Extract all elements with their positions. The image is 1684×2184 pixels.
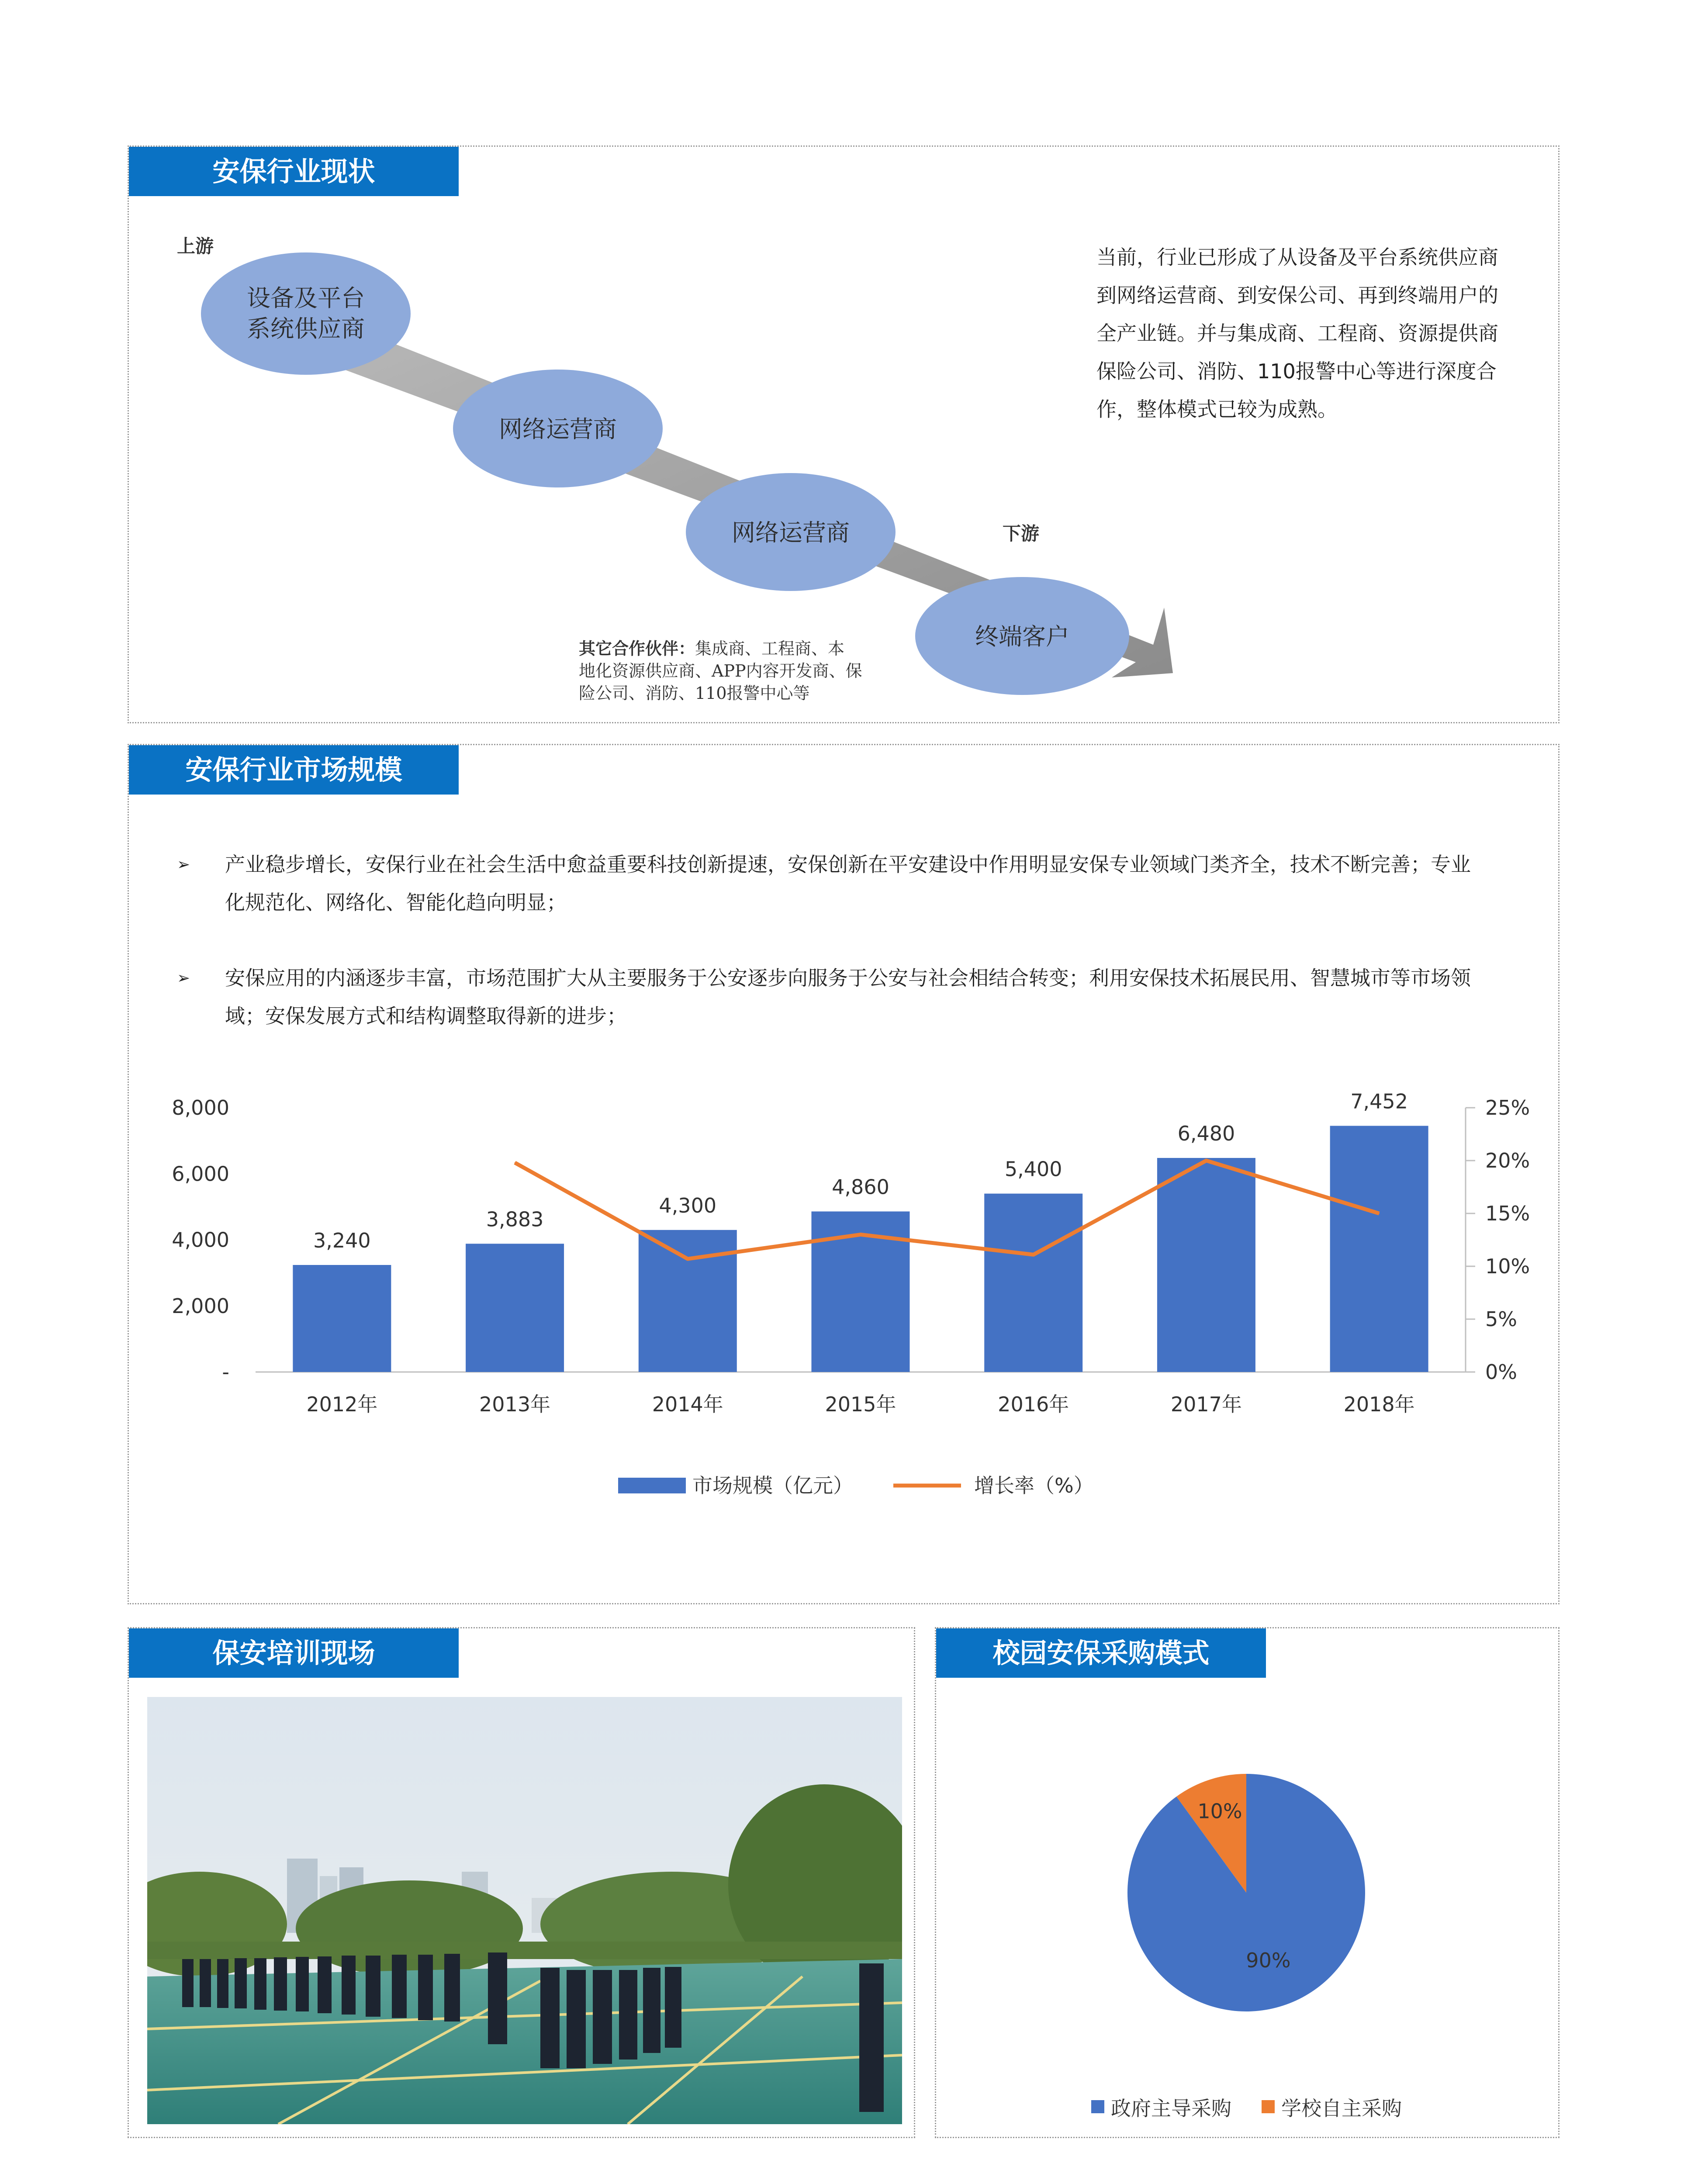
node-equipment-supplier bbox=[201, 252, 411, 375]
bar-2017年 bbox=[1157, 1158, 1255, 1372]
bullet-text: 安保应用的内涵逐步丰富，市场范围扩大从主要服务于公安逐步向服务于公安与社会相结合转变；利用安保技术拓展民用、智慧城市等市场领 bbox=[225, 966, 1471, 990]
growth-rate-point bbox=[1379, 1213, 1380, 1214]
growth-rate-point bbox=[687, 1258, 688, 1259]
x-tick-label: 2012年 bbox=[306, 1393, 378, 1416]
bar-2014年 bbox=[639, 1230, 737, 1372]
market-size-panel bbox=[128, 744, 1560, 1604]
y-right-tick-label: 20% bbox=[1485, 1149, 1530, 1172]
bar-value-label: 7,452 bbox=[1350, 1089, 1408, 1113]
bar-value-label: 3,240 bbox=[313, 1228, 371, 1252]
growth-rate-point bbox=[1206, 1160, 1207, 1161]
y-right-tick-label: 0% bbox=[1485, 1360, 1517, 1384]
x-tick-label: 2013年 bbox=[479, 1393, 551, 1416]
y-right-tick-label: 5% bbox=[1485, 1307, 1517, 1331]
bar-value-label: 3,883 bbox=[486, 1207, 544, 1231]
training-title: 保安培训现场 bbox=[129, 1628, 459, 1678]
bar-value-label: 4,300 bbox=[659, 1193, 717, 1217]
y-left-tick-label: 8,000 bbox=[172, 1096, 229, 1120]
description-line: 全产业链。并与集成商、工程商、资源提供商 bbox=[1096, 321, 1498, 345]
training-panel bbox=[128, 1627, 915, 2138]
description-line: 到网络运营商、到安保公司、再到终端用户的 bbox=[1096, 283, 1498, 307]
node-network-operator-2-label: 网络运营商 bbox=[732, 519, 850, 546]
downstream-label: 下游 bbox=[1003, 523, 1040, 544]
legend-label-government: 政府主导采购 bbox=[1111, 2097, 1231, 2120]
y-left-tick-label: 4,000 bbox=[172, 1228, 229, 1252]
bar-2018年 bbox=[1330, 1126, 1428, 1372]
node-equipment-supplier-line1: 设备及平台 bbox=[247, 284, 365, 312]
legend-bar-label: 市场规模（亿元） bbox=[692, 1474, 853, 1497]
upstream-label: 上游 bbox=[177, 235, 214, 257]
industry-description bbox=[1096, 238, 1551, 429]
x-tick-label: 2014年 bbox=[652, 1393, 723, 1416]
bullet-text: 域；安保发展方式和结构调整取得新的进步； bbox=[225, 1004, 627, 1028]
industry-chain-diagram bbox=[129, 204, 1265, 715]
node-end-customer-label: 终端客户 bbox=[975, 623, 1069, 650]
legend-swatch-school bbox=[1262, 2100, 1275, 2113]
y-right-tick-label: 25% bbox=[1485, 1096, 1530, 1120]
legend-line-label: 增长率（%） bbox=[974, 1474, 1094, 1497]
market-size-title: 安保行业市场规模 bbox=[129, 745, 459, 795]
bullet-text: 产业稳步增长，安保行业在社会生活中愈益重要科技创新提速，安保创新在平安建设中作用明显安保专业领域门类齐全，技术不断完善；专业 bbox=[225, 853, 1471, 876]
partners-line1: 集成商、工程商、本 bbox=[695, 639, 845, 658]
procurement-pie-chart bbox=[936, 1679, 1561, 2137]
description-line: 作，整体模式已较为成熟。 bbox=[1096, 397, 1338, 421]
y-left-tick-label: 6,000 bbox=[172, 1162, 229, 1186]
y-right-tick-label: 10% bbox=[1485, 1254, 1530, 1278]
bar-2016年 bbox=[984, 1194, 1082, 1372]
svg-text:其它合作伙伴：集成商、工程商、本 bbox=[579, 639, 844, 658]
pie-value-label: 90% bbox=[1246, 1949, 1291, 1973]
y-left-tick-label: 2,000 bbox=[172, 1294, 229, 1318]
partners-line2: 地化资源供应商、APP内容开发商、保 bbox=[579, 661, 862, 681]
x-tick-label: 2018年 bbox=[1343, 1393, 1415, 1416]
bullet-text: 化规范化、网络化、智能化趋向明显； bbox=[225, 891, 567, 914]
bar-2013年 bbox=[466, 1244, 564, 1372]
partners-line3: 险公司、消防、110报警中心等 bbox=[579, 684, 810, 703]
growth-rate-point bbox=[860, 1234, 861, 1235]
legend-bar-swatch bbox=[618, 1478, 686, 1493]
x-tick-label: 2015年 bbox=[825, 1393, 896, 1416]
training-photo-illustration bbox=[147, 1697, 902, 2124]
partners-label: 其它合作伙伴： bbox=[579, 639, 695, 658]
bar-2012年 bbox=[293, 1265, 391, 1372]
legend-label-school: 学校自主采购 bbox=[1281, 2097, 1402, 2120]
growth-rate-point bbox=[1033, 1254, 1034, 1255]
x-tick-label: 2017年 bbox=[1170, 1393, 1242, 1416]
node-network-operator-1-label: 网络运营商 bbox=[499, 415, 617, 443]
y-right-tick-label: 15% bbox=[1485, 1202, 1530, 1225]
campus-procurement-panel bbox=[935, 1627, 1560, 2138]
industry-status-title: 安保行业现状 bbox=[129, 147, 459, 196]
node-equipment-supplier-line2: 系统供应商 bbox=[247, 315, 365, 342]
pie-value-label: 10% bbox=[1197, 1799, 1242, 1823]
y-left-tick-label: - bbox=[222, 1360, 229, 1384]
description-line: 当前，行业已形成了从设备及平台系统供应商 bbox=[1096, 245, 1498, 269]
bullet-item bbox=[177, 959, 1531, 1035]
bar-value-label: 4,860 bbox=[832, 1175, 889, 1199]
bullet-arrow-icon: ➢ bbox=[177, 856, 190, 874]
market-size-chart bbox=[129, 1060, 1561, 1584]
bullet-arrow-icon: ➢ bbox=[177, 969, 190, 987]
bullet-item bbox=[177, 846, 1531, 922]
bar-value-label: 6,480 bbox=[1177, 1121, 1235, 1145]
bar-value-label: 5,400 bbox=[1004, 1157, 1062, 1181]
industry-status-panel bbox=[128, 145, 1560, 723]
legend-swatch-government bbox=[1091, 2100, 1104, 2113]
description-line: 保险公司、消防、110报警中心等进行深度合 bbox=[1096, 359, 1497, 383]
training-photo bbox=[147, 1697, 902, 2124]
campus-procurement-title: 校园安保采购模式 bbox=[936, 1628, 1266, 1678]
x-tick-label: 2016年 bbox=[998, 1393, 1069, 1416]
